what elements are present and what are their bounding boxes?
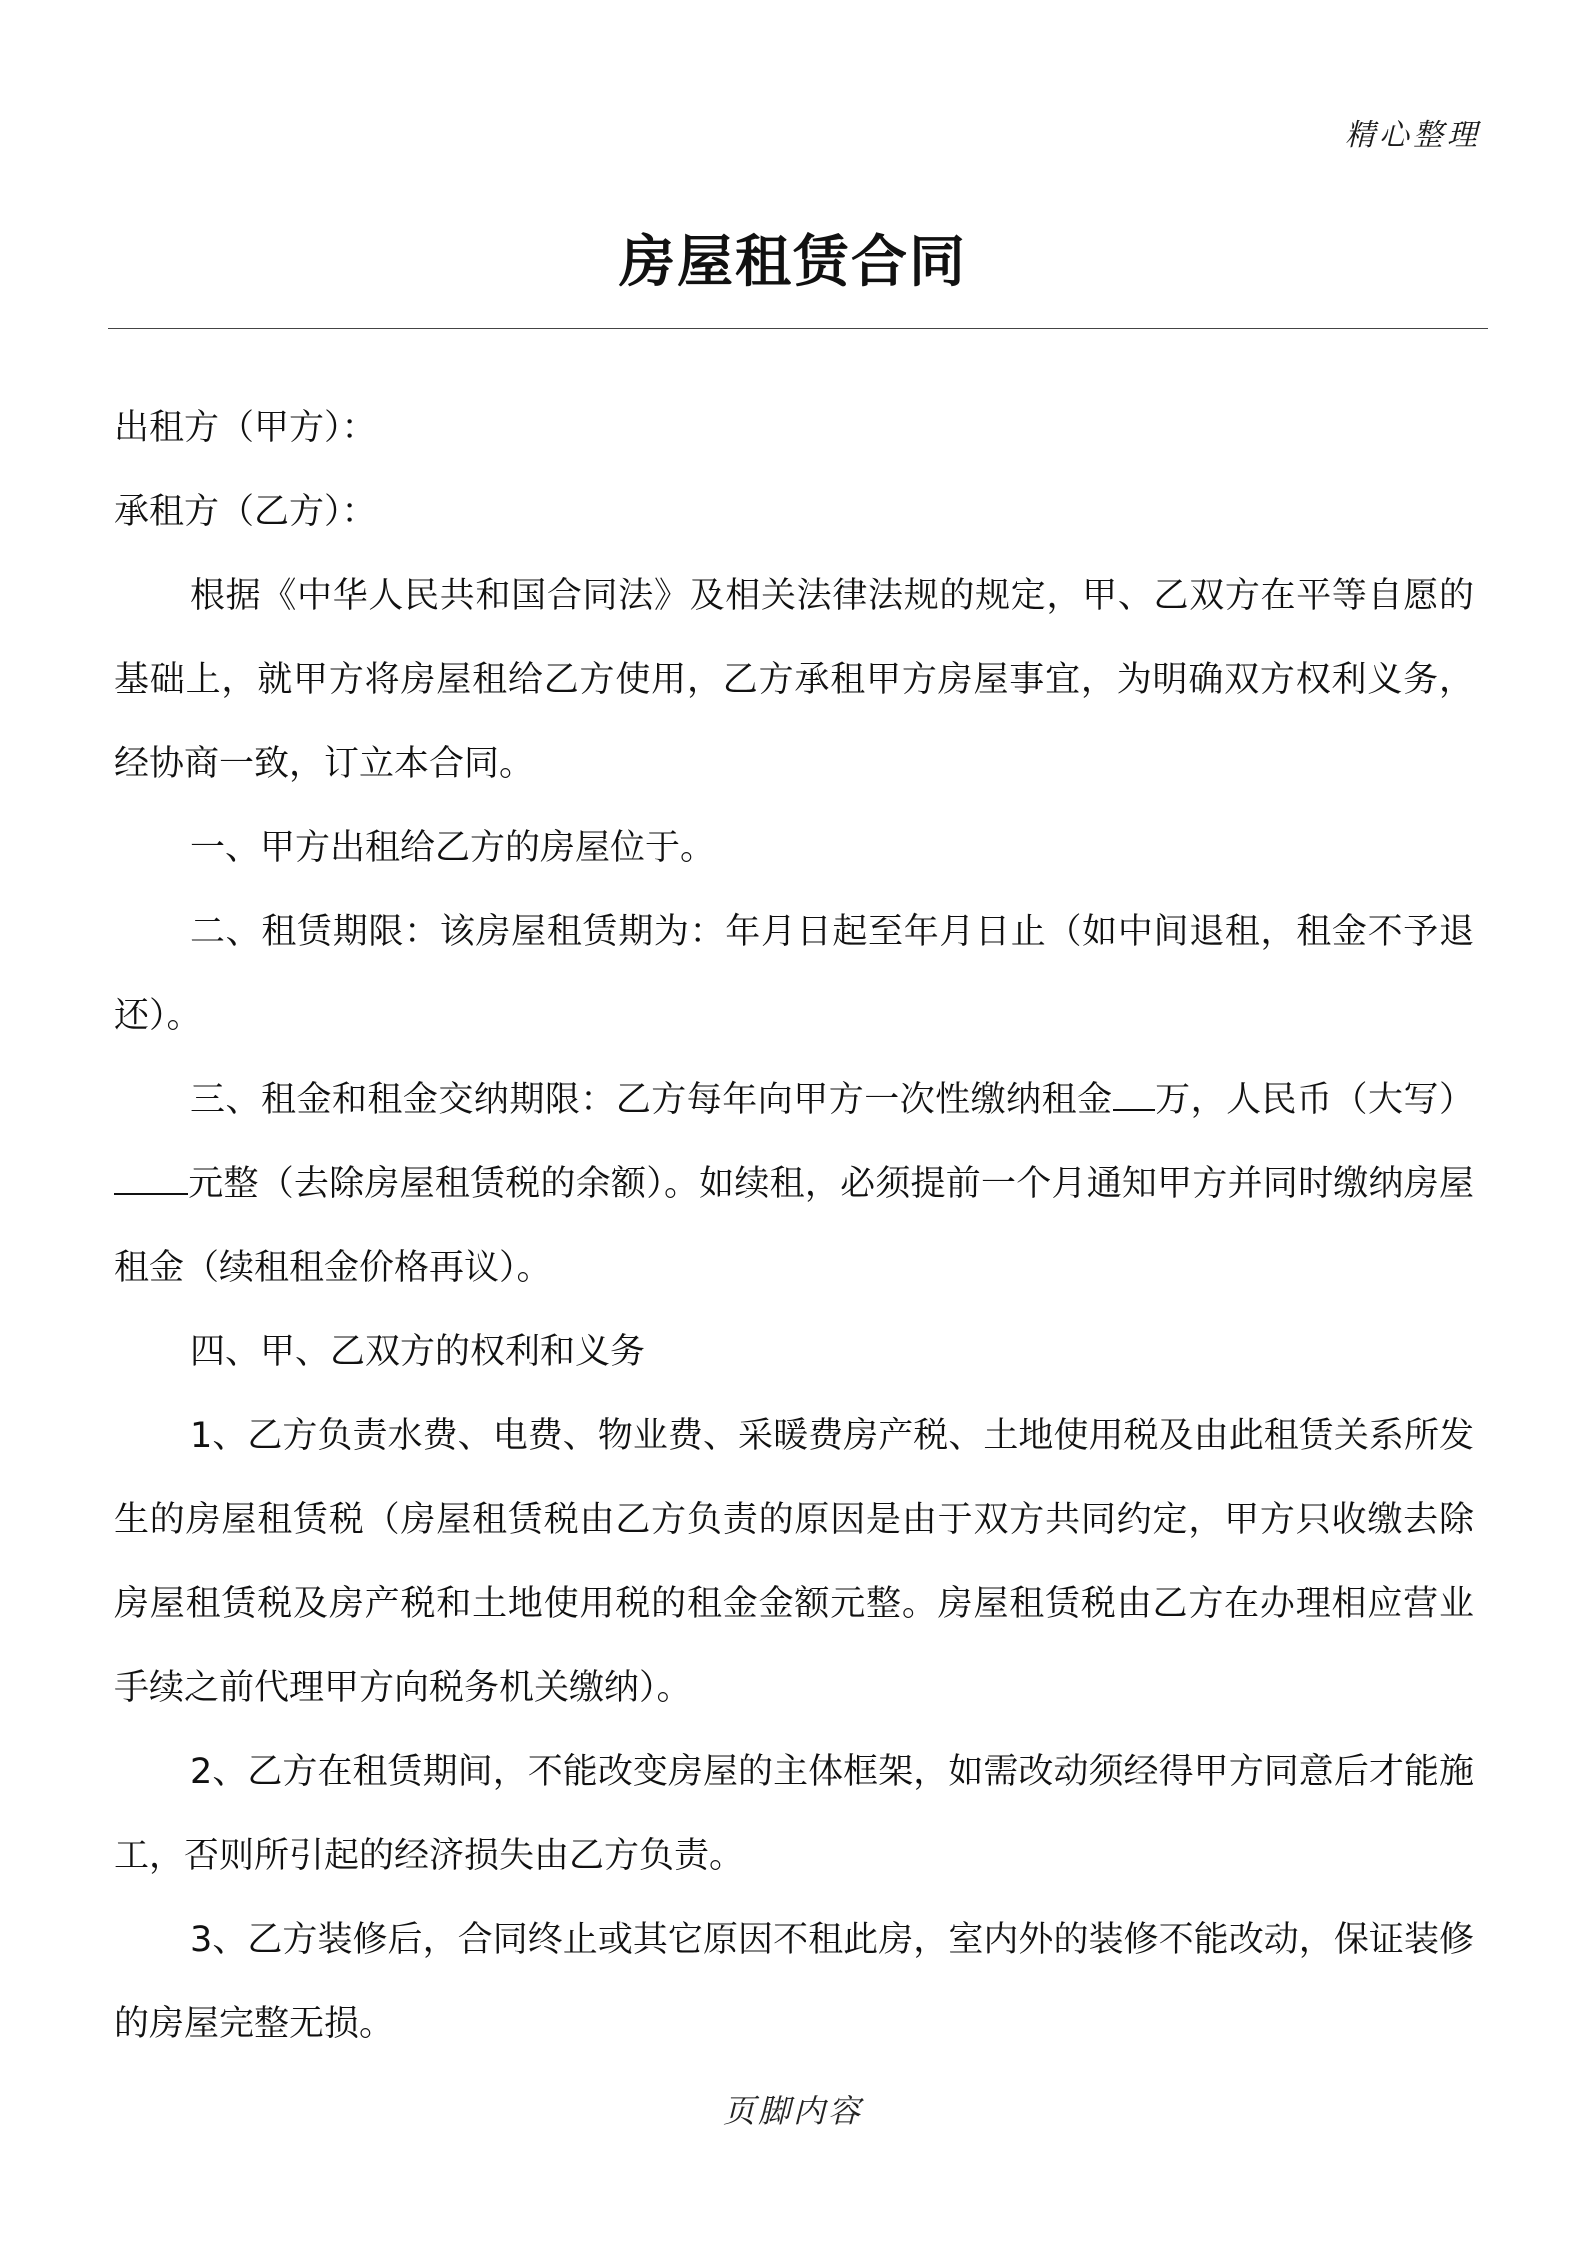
clause-3 xyxy=(114,1058,1474,1310)
item-3: 3、乙方装修后，合同终止或其它原因不租此房，室内外的装修不能改动，保证装修的房屋完整无损。 xyxy=(114,1920,1474,2044)
clause-3-part-b: 万，人民币（大写） xyxy=(1154,1080,1474,1120)
item-1: 1、乙方负责水费、电费、物业费、采暖费房产税、土地使用税及由此租赁关系所发生的房屋租赁税（房屋租赁税由乙方负责的原因是由于双方共同约定，甲方只收缴去除房屋租赁税及房产税和土地使用税的租金金额元整。房屋租赁税由乙方在办理相应营业手续之前代理甲方向税务机关缴纳）。 xyxy=(114,1416,1474,1708)
lessee-label: 承租方（乙方）： xyxy=(114,492,377,532)
document-title: 房屋租赁合同 xyxy=(619,230,967,295)
preamble-paragraph: 根据《中华人民共和国合同法》及相关法律法规的规定，甲、乙双方在平等自愿的基础上，就甲方将房屋租给乙方使用，乙方承租甲方房屋事宜，为明确双方权利义务，经协商一致，订立本合同。 xyxy=(114,576,1474,784)
contract-body xyxy=(114,386,1474,2066)
footer-note: 页脚内容 xyxy=(722,2092,863,2130)
lessor-label: 出租方（甲方）： xyxy=(114,408,377,448)
clause-2: 二、租赁期限：该房屋租赁期为：年月日起至年月日止（如中间退租，租金不予退还）。 xyxy=(114,912,1474,1036)
clause-3-part-c: 元整（去除房屋租赁税的余额）。如续租，必须提前一个月通知甲方并同时缴纳房屋租金（续租租金价格再议）。 xyxy=(114,1164,1474,1288)
rent-uppercase-blank xyxy=(114,1161,188,1195)
clause-4-heading: 四、甲、乙双方的权利和义务 xyxy=(190,1332,646,1372)
item-2: 2、乙方在租赁期间，不能改变房屋的主体框架，如需改动须经得甲方同意后才能施工，否则所引起的经济损失由乙方负责。 xyxy=(114,1752,1474,1876)
title-divider xyxy=(108,328,1488,329)
clause-1: 一、甲方出租给乙方的房屋位于。 xyxy=(190,828,716,868)
clause-3-part-a: 三、租金和租金交纳期限：乙方每年向甲方一次性缴纳租金 xyxy=(190,1080,1113,1120)
rent-amount-blank xyxy=(1113,1077,1155,1111)
header-note: 精心整理 xyxy=(1345,118,1481,153)
